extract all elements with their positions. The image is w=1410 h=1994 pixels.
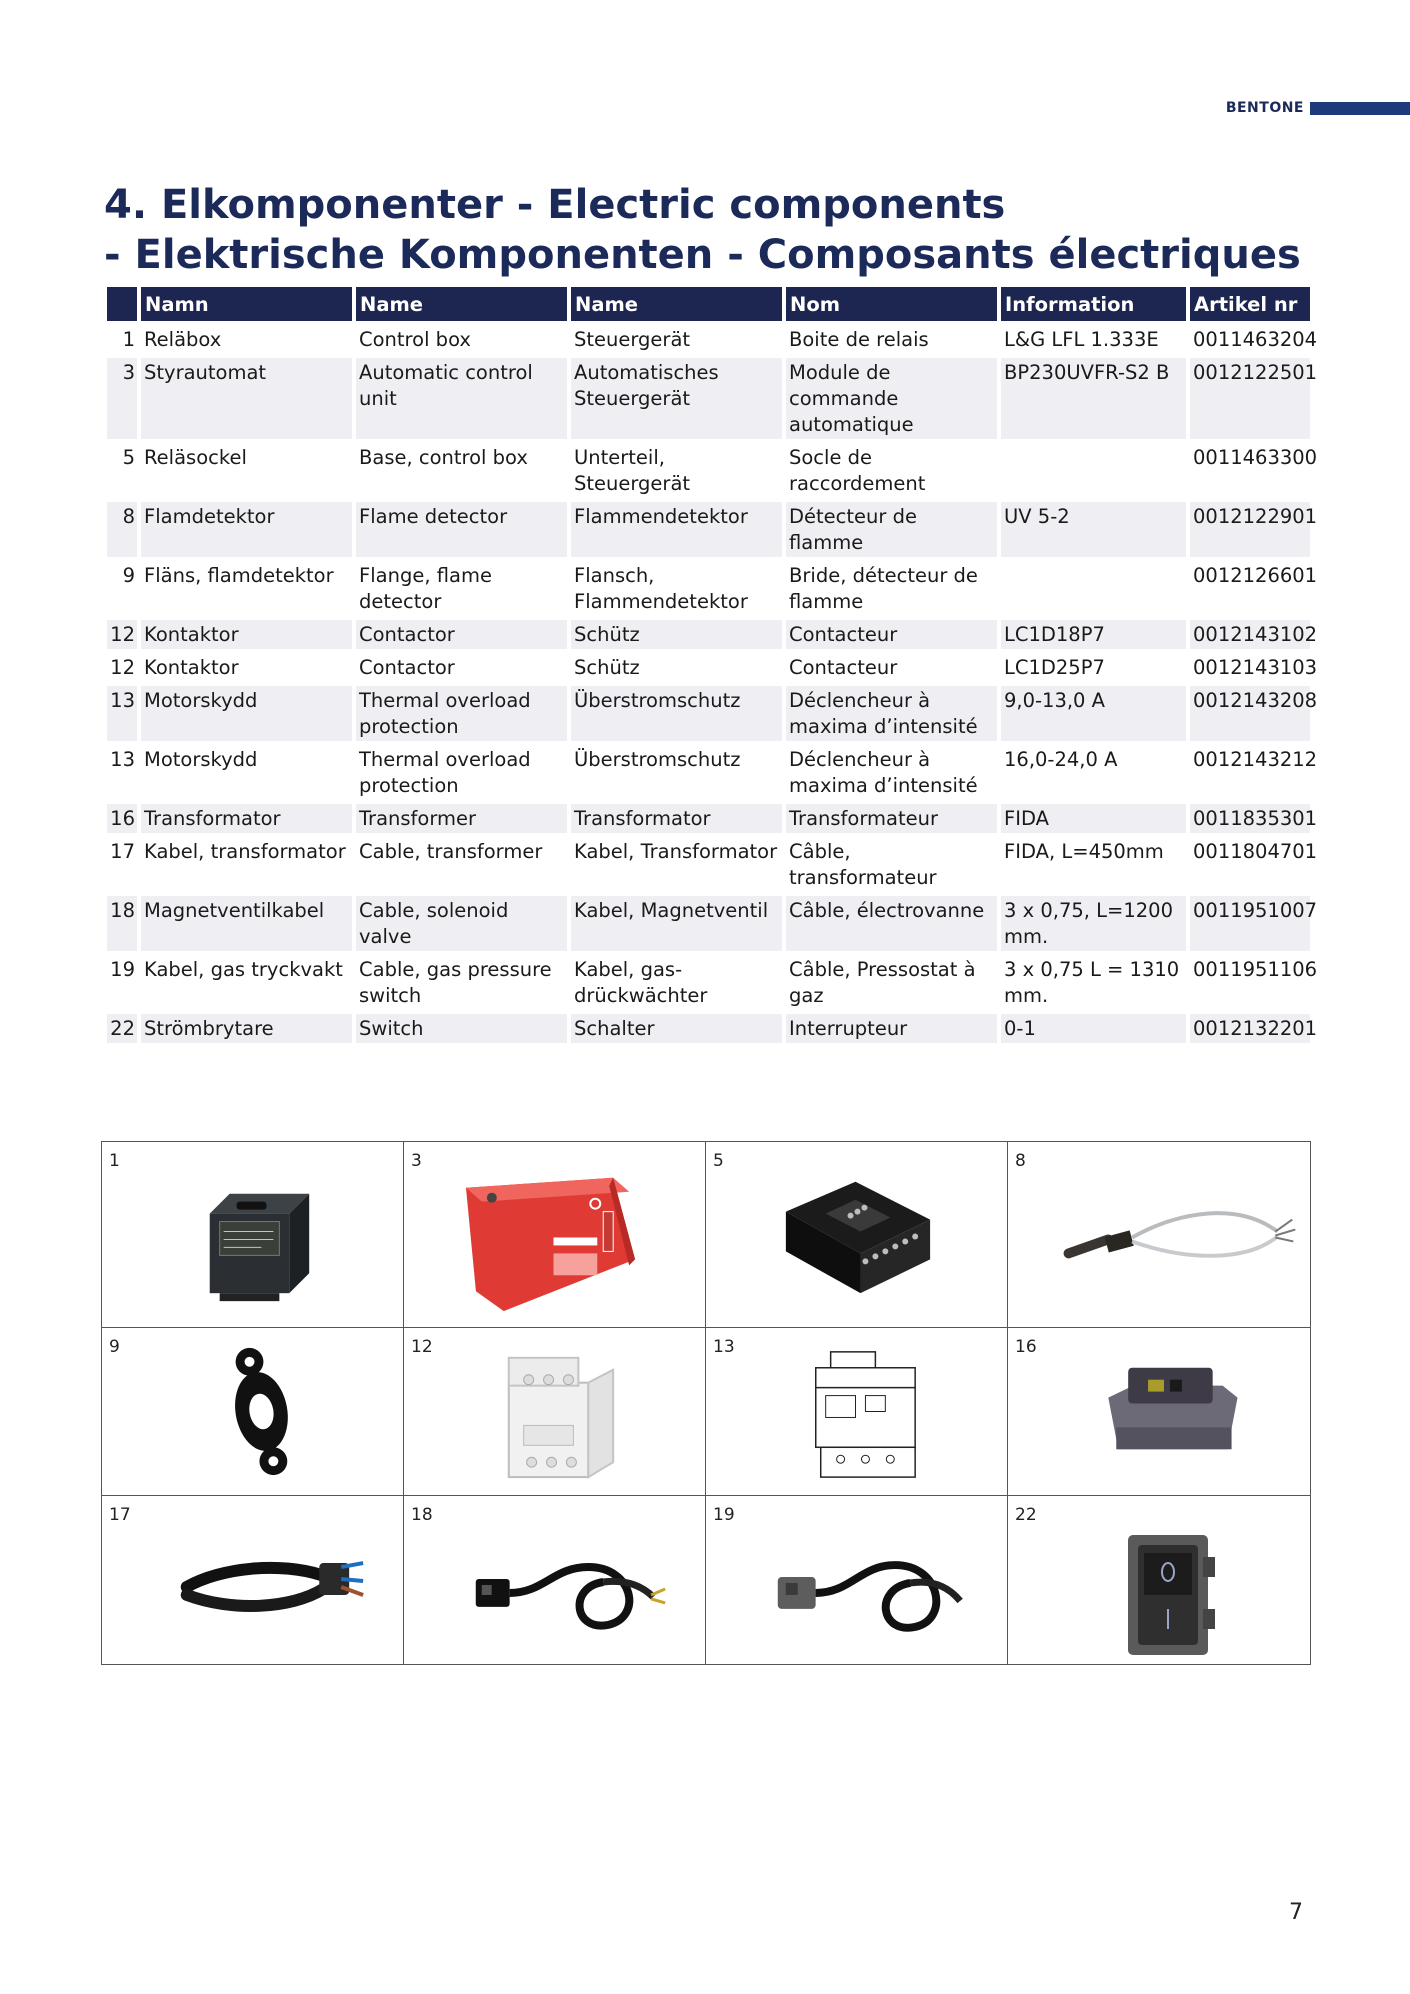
cell-fr: Contacteur — [786, 620, 997, 649]
cell-de: Kabel, Transformator — [574, 840, 778, 863]
cell-pos: 13 — [107, 686, 137, 741]
cell-fr: Module de commande automatique — [786, 358, 997, 439]
cell-pos: 19 — [110, 958, 135, 981]
cell-art: 0012122501 — [1190, 358, 1310, 439]
brand-bar — [1310, 102, 1410, 115]
cell-info: FIDA, L=450mm — [1004, 840, 1164, 863]
cell-en: Contactor — [356, 620, 567, 649]
transformer-icon — [1008, 1328, 1310, 1495]
cell-pos: 22 — [107, 1014, 137, 1043]
image-cell — [1008, 1142, 1310, 1328]
cell-info: 0-1 — [1001, 1014, 1186, 1043]
cell-art: 0011951106 — [1193, 958, 1318, 981]
table-row — [107, 896, 1310, 951]
image-cell — [404, 1328, 706, 1496]
cell-de: Unterteil, Steuergerät — [574, 446, 691, 495]
title-line-1: 4. Elkomponenter - Electric components — [104, 182, 1006, 228]
cell-pos: 13 — [110, 748, 135, 771]
cell-fr: Déclencheur à maxima d’intensité — [789, 748, 978, 797]
table-header — [107, 287, 1310, 321]
cell-en: Transformer — [356, 804, 567, 833]
cell-art: 0011804701 — [1193, 840, 1318, 863]
cell-fr: Câble, transformateur — [789, 840, 937, 889]
cell-info: 3 x 0,75 L = 1310 mm. — [1004, 958, 1180, 1007]
cell-fr: Boite de relais — [789, 328, 929, 351]
table-row — [107, 955, 1310, 1010]
cell-sv: Transformator — [141, 804, 352, 833]
cell-sv: Magnetventilkabel — [141, 896, 352, 951]
cell-en: Cable, transformer — [359, 840, 543, 863]
cell-de: Steuergerät — [574, 328, 691, 351]
cell-info: BP230UVFR-S2 B — [1001, 358, 1186, 439]
cell-sv: Styrautomat — [141, 358, 352, 439]
cell-pos: 5 — [122, 446, 135, 469]
cell-en: Thermal overload protection — [356, 686, 567, 741]
image-cell-label: 5 — [713, 1151, 724, 1171]
cell-en: Contactor — [359, 656, 455, 679]
cell-art: 0012122901 — [1190, 502, 1310, 557]
image-cell — [706, 1496, 1008, 1664]
cell-sv: Kabel, gas tryckvakt — [144, 958, 343, 981]
table-row — [107, 443, 1310, 498]
image-cell — [706, 1328, 1008, 1496]
cell-art: 0012143102 — [1190, 620, 1310, 649]
header-cell: Namn — [141, 287, 352, 321]
rocker-switch-icon — [1008, 1496, 1310, 1664]
table-row — [107, 358, 1310, 439]
image-cell-label: 12 — [411, 1337, 433, 1357]
table-row — [107, 653, 1310, 682]
cell-info: LC1D18P7 — [1001, 620, 1186, 649]
control-box-icon — [102, 1142, 403, 1327]
cell-sv: Fläns, flamdetektor — [144, 564, 334, 587]
image-cell-label: 18 — [411, 1505, 433, 1525]
cell-sv: Kontaktor — [144, 656, 239, 679]
cell-pos: 12 — [107, 620, 137, 649]
cell-art: 0011463300 — [1193, 446, 1318, 469]
cell-pos: 8 — [107, 502, 137, 557]
cell-pos: 17 — [110, 840, 135, 863]
title-line-2: - Elektrische Komponenten - Composants électriques — [104, 232, 1301, 278]
relay-base-icon — [706, 1142, 1007, 1327]
image-cell-label: 19 — [713, 1505, 735, 1525]
gas-switch-cable-icon — [706, 1496, 1007, 1664]
image-cell-label: 13 — [713, 1337, 735, 1357]
cell-info: LC1D25P7 — [1004, 656, 1105, 679]
image-cell — [1008, 1328, 1310, 1496]
page-title — [104, 180, 1314, 280]
parts-image-grid — [101, 1141, 1311, 1665]
cell-sv: Strömbrytare — [141, 1014, 352, 1043]
contactor-icon — [404, 1328, 705, 1495]
table-row — [107, 561, 1310, 616]
image-cell-label: 8 — [1015, 1151, 1026, 1171]
transformer-cable-icon — [102, 1496, 403, 1664]
header-cell: Name — [356, 287, 567, 321]
cell-info: L&G LFL 1.333E — [1004, 328, 1159, 351]
page-number: 7 — [1289, 1900, 1303, 1925]
cell-en: Thermal overload protection — [359, 748, 531, 797]
cell-fr: Détecteur de flamme — [786, 502, 997, 557]
brand-name: BENTONE — [1225, 100, 1304, 116]
cell-pos: 16 — [107, 804, 137, 833]
cell-fr: Transformateur — [786, 804, 997, 833]
cell-art: 0012143103 — [1193, 656, 1318, 679]
cell-en: Switch — [356, 1014, 567, 1043]
cell-sv: Motorskydd — [144, 748, 258, 771]
cell-pos: 9 — [122, 564, 135, 587]
table-row — [107, 837, 1310, 892]
solenoid-cable-icon — [404, 1496, 705, 1664]
cell-info — [1001, 443, 1186, 498]
table-row — [107, 325, 1310, 354]
cell-sv: Kontaktor — [141, 620, 352, 649]
header-cell: Artikel nr — [1190, 287, 1310, 321]
cell-info: FIDA — [1001, 804, 1186, 833]
cell-art: 0011951007 — [1190, 896, 1310, 951]
cell-pos: 3 — [107, 358, 137, 439]
cell-de: Schalter — [571, 1014, 782, 1043]
image-cell — [404, 1142, 706, 1328]
flange-icon — [102, 1328, 403, 1495]
image-cell — [1008, 1496, 1310, 1664]
cell-art: 0011463204 — [1193, 328, 1318, 351]
brand-header — [1226, 99, 1410, 117]
cell-art: 0011835301 — [1190, 804, 1310, 833]
cell-de: Flansch, Flammendetektor — [574, 564, 748, 613]
cell-fr: Interrupteur — [786, 1014, 997, 1043]
header-cell: Information — [1001, 287, 1186, 321]
cell-de: Überstromschutz — [574, 748, 741, 771]
burner-pro-unit-icon — [404, 1142, 705, 1327]
header-cell: Nom — [786, 287, 997, 321]
cell-pos: 12 — [110, 656, 135, 679]
cell-de: Kabel, gas-drückwächter — [574, 958, 708, 1007]
cell-info: 3 x 0,75, L=1200 mm. — [1001, 896, 1186, 951]
cell-de: Transformator — [571, 804, 782, 833]
table-row — [107, 686, 1310, 741]
cell-info: 16,0-24,0 A — [1004, 748, 1118, 771]
image-cell — [102, 1142, 404, 1328]
image-cell — [102, 1496, 404, 1664]
cell-art: 0012132201 — [1190, 1014, 1310, 1043]
cell-art: 0012126601 — [1193, 564, 1318, 587]
image-cell-label: 9 — [109, 1337, 120, 1357]
cell-de: Flammendetektor — [571, 502, 782, 557]
cell-info: UV 5-2 — [1001, 502, 1186, 557]
table-row — [107, 745, 1310, 800]
image-cell — [706, 1142, 1008, 1328]
table-row — [107, 804, 1310, 833]
thermal-overload-icon — [706, 1328, 1007, 1495]
cell-info — [1001, 561, 1186, 616]
cell-sv: Reläbox — [144, 328, 222, 351]
cell-pos: 18 — [107, 896, 137, 951]
table-row — [107, 502, 1310, 557]
image-cell-label: 1 — [109, 1151, 120, 1171]
image-cell-label: 3 — [411, 1151, 422, 1171]
cell-de: Schütz — [574, 656, 640, 679]
table-row — [107, 620, 1310, 649]
flame-detector-icon — [1008, 1142, 1310, 1327]
table-row — [107, 1014, 1310, 1043]
cell-sv: Flamdetektor — [141, 502, 352, 557]
cell-en: Automatic control unit — [356, 358, 567, 439]
image-cell-label: 16 — [1015, 1337, 1037, 1357]
cell-fr: Câble, Pressostat à gaz — [789, 958, 976, 1007]
image-cell-label: 17 — [109, 1505, 131, 1525]
cell-fr: Câble, électrovanne — [786, 896, 997, 951]
cell-de: Überstromschutz — [571, 686, 782, 741]
image-cell — [404, 1496, 706, 1664]
cell-sv: Kabel, transformator — [144, 840, 346, 863]
cell-fr: Déclencheur à maxima d’intensité — [786, 686, 997, 741]
header-spacer — [107, 287, 137, 321]
cell-art: 0012143212 — [1193, 748, 1318, 771]
cell-en: Cable, gas pressure switch — [359, 958, 552, 1007]
cell-en: Flame detector — [356, 502, 567, 557]
header-cell: Name — [571, 287, 782, 321]
cell-en: Flange, flame detector — [359, 564, 492, 613]
cell-en: Base, control box — [359, 446, 528, 469]
cell-sv: Reläsockel — [144, 446, 247, 469]
cell-pos: 1 — [122, 328, 135, 351]
parts-table — [103, 283, 1318, 1047]
cell-en: Cable, solenoid valve — [356, 896, 567, 951]
cell-de: Kabel, Magnetventil — [571, 896, 782, 951]
cell-fr: Socle de raccordement — [789, 446, 926, 495]
cell-fr: Bride, détecteur de flamme — [789, 564, 978, 613]
cell-sv: Motorskydd — [141, 686, 352, 741]
image-cell-label: 22 — [1015, 1505, 1037, 1525]
cell-en: Control box — [359, 328, 471, 351]
cell-art: 0012143208 — [1190, 686, 1310, 741]
image-cell — [102, 1328, 404, 1496]
cell-fr: Contacteur — [789, 656, 898, 679]
cell-de: Automatisches Steuergerät — [571, 358, 782, 439]
cell-de: Schütz — [571, 620, 782, 649]
cell-info: 9,0-13,0 A — [1001, 686, 1186, 741]
